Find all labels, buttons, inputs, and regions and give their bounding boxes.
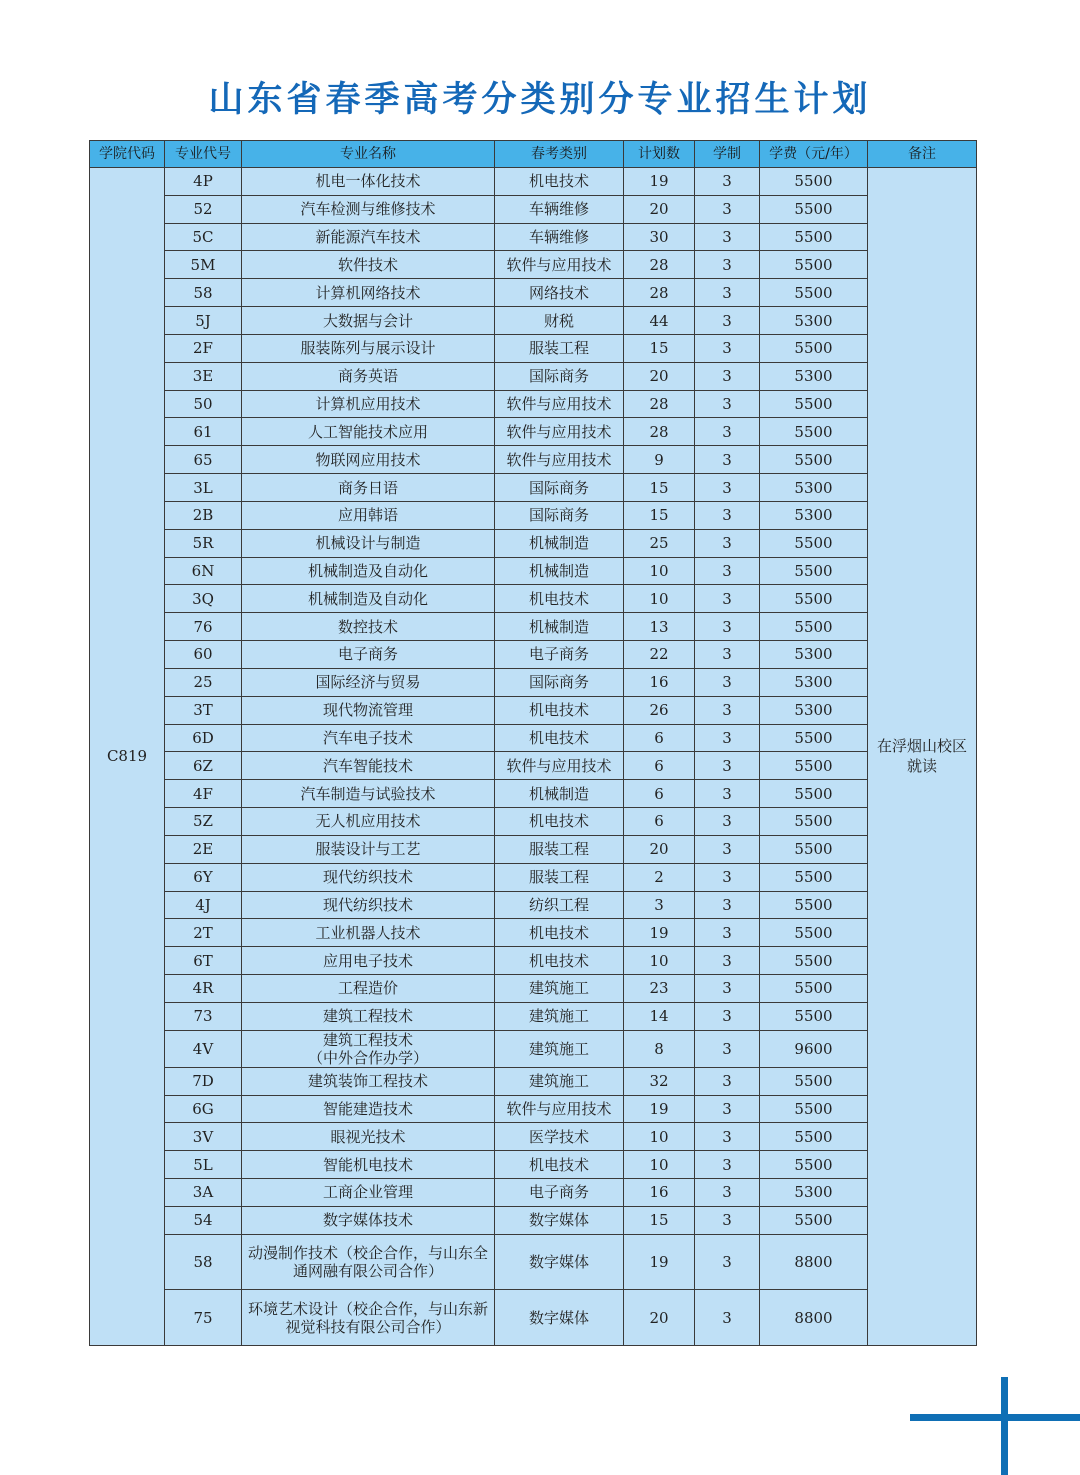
- category-cell: 建筑施工: [495, 1030, 624, 1067]
- category-cell: 软件与应用技术: [495, 418, 624, 446]
- category-cell: 建筑施工: [495, 1002, 624, 1030]
- major-name-cell: 大数据与会计: [242, 307, 495, 335]
- major-code-cell: 75: [165, 1290, 242, 1346]
- tuition-cell: 5500: [760, 724, 868, 752]
- plan-cell: 19: [624, 168, 695, 196]
- category-cell: 纺织工程: [495, 891, 624, 919]
- years-cell: 3: [695, 835, 760, 863]
- plan-cell: 20: [624, 362, 695, 390]
- major-code-cell: 7D: [165, 1067, 242, 1095]
- major-name-cell: 眼视光技术: [242, 1123, 495, 1151]
- years-cell: 3: [695, 696, 760, 724]
- table-row: [90, 947, 977, 975]
- major-name-cell: 机械制造及自动化: [242, 585, 495, 613]
- plan-cell: 6: [624, 808, 695, 836]
- major-name-cell: 数控技术: [242, 613, 495, 641]
- major-code-cell: 3T: [165, 696, 242, 724]
- major-code-cell: 3E: [165, 362, 242, 390]
- years-cell: 3: [695, 780, 760, 808]
- tuition-cell: 5300: [760, 1178, 868, 1206]
- table-row: [90, 975, 977, 1003]
- major-code-cell: 6N: [165, 557, 242, 585]
- years-cell: 3: [695, 1151, 760, 1179]
- category-cell: 机电技术: [495, 168, 624, 196]
- tuition-cell: 5500: [760, 279, 868, 307]
- plan-cell: 10: [624, 1123, 695, 1151]
- plan-cell: 26: [624, 696, 695, 724]
- category-cell: 软件与应用技术: [495, 752, 624, 780]
- plan-cell: 19: [624, 1095, 695, 1123]
- plan-cell: 20: [624, 195, 695, 223]
- table-row: [90, 613, 977, 641]
- category-cell: 车辆维修: [495, 223, 624, 251]
- major-code-cell: 73: [165, 1002, 242, 1030]
- major-code-cell: 4J: [165, 891, 242, 919]
- plan-cell: 10: [624, 557, 695, 585]
- major-name-cell: 工业机器人技术: [242, 919, 495, 947]
- category-cell: 建筑施工: [495, 975, 624, 1003]
- major-name-cell: 数字媒体技术: [242, 1206, 495, 1234]
- years-cell: 3: [695, 919, 760, 947]
- major-code-cell: 52: [165, 195, 242, 223]
- major-code-cell: 2F: [165, 334, 242, 362]
- tuition-cell: 5500: [760, 1067, 868, 1095]
- major-name-cell: 商务英语: [242, 362, 495, 390]
- years-cell: 3: [695, 1234, 760, 1290]
- years-cell: 3: [695, 557, 760, 585]
- years-cell: 3: [695, 1067, 760, 1095]
- years-cell: 3: [695, 390, 760, 418]
- category-cell: 电子商务: [495, 1178, 624, 1206]
- enrollment-plan-table: [89, 140, 977, 1346]
- category-cell: 车辆维修: [495, 195, 624, 223]
- years-cell: 3: [695, 362, 760, 390]
- major-code-cell: 6Z: [165, 752, 242, 780]
- major-name-cell: 物联网应用技术: [242, 446, 495, 474]
- major-name-cell: 计算机应用技术: [242, 390, 495, 418]
- category-cell: 机械制造: [495, 613, 624, 641]
- category-cell: 软件与应用技术: [495, 390, 624, 418]
- years-cell: 3: [695, 1030, 760, 1067]
- major-name-cell: 软件技术: [242, 251, 495, 279]
- years-cell: 3: [695, 613, 760, 641]
- major-name-cell: 应用韩语: [242, 501, 495, 529]
- table-row: [90, 780, 977, 808]
- major-name-cell: 新能源汽车技术: [242, 223, 495, 251]
- major-code-cell: 3V: [165, 1123, 242, 1151]
- plan-cell: 28: [624, 418, 695, 446]
- table-row: [90, 1030, 977, 1067]
- category-cell: 软件与应用技术: [495, 446, 624, 474]
- decorative-cross-horizontal: [910, 1414, 1080, 1421]
- table-row: [90, 557, 977, 585]
- years-cell: 3: [695, 1002, 760, 1030]
- major-code-cell: 6T: [165, 947, 242, 975]
- major-name-cell: 建筑装饰工程技术: [242, 1067, 495, 1095]
- major-code-cell: 4V: [165, 1030, 242, 1067]
- major-name-cell: 服装设计与工艺: [242, 835, 495, 863]
- tuition-cell: 5500: [760, 446, 868, 474]
- category-cell: 机电技术: [495, 696, 624, 724]
- plan-cell: 3: [624, 891, 695, 919]
- major-code-cell: 5M: [165, 251, 242, 279]
- category-cell: 数字媒体: [495, 1206, 624, 1234]
- plan-cell: 15: [624, 501, 695, 529]
- tuition-cell: 8800: [760, 1234, 868, 1290]
- major-name-cell: 电子商务: [242, 641, 495, 669]
- plan-cell: 15: [624, 474, 695, 502]
- years-cell: 3: [695, 975, 760, 1003]
- major-code-cell: 58: [165, 1234, 242, 1290]
- table-header-row: [90, 141, 977, 168]
- major-name-cell: 机械制造及自动化: [242, 557, 495, 585]
- tuition-cell: 5500: [760, 780, 868, 808]
- major-name-cell: 汽车制造与试验技术: [242, 780, 495, 808]
- table-body: [90, 168, 977, 1346]
- plan-cell: 15: [624, 334, 695, 362]
- table-row: [90, 919, 977, 947]
- major-name-cell: 现代纺织技术: [242, 863, 495, 891]
- category-cell: 服装工程: [495, 334, 624, 362]
- category-cell: 医学技术: [495, 1123, 624, 1151]
- table-row: [90, 362, 977, 390]
- note-cell: 在浮烟山校区就读: [868, 168, 977, 1346]
- table-row: [90, 251, 977, 279]
- header-plan: 计划数: [624, 141, 695, 168]
- table-row: [90, 1151, 977, 1179]
- plan-cell: 30: [624, 223, 695, 251]
- table-row: [90, 696, 977, 724]
- table-row: [90, 195, 977, 223]
- tuition-cell: 5500: [760, 529, 868, 557]
- plan-cell: 6: [624, 724, 695, 752]
- table-row: [90, 724, 977, 752]
- plan-cell: 10: [624, 585, 695, 613]
- header-college-code: 学院代码: [90, 141, 165, 168]
- page-title: 山东省春季高考分类别分专业招生计划: [208, 80, 872, 120]
- table-row: [90, 752, 977, 780]
- major-name-cell: 现代物流管理: [242, 696, 495, 724]
- major-code-cell: 5C: [165, 223, 242, 251]
- tuition-cell: 5500: [760, 891, 868, 919]
- category-cell: 机电技术: [495, 585, 624, 613]
- major-name-cell: 建筑工程技术 （中外合作办学）: [242, 1030, 495, 1067]
- major-name-cell: 工程造价: [242, 975, 495, 1003]
- tuition-cell: 5500: [760, 334, 868, 362]
- table-row: [90, 1234, 977, 1290]
- table-row: [90, 501, 977, 529]
- years-cell: 3: [695, 641, 760, 669]
- category-cell: 机械制造: [495, 780, 624, 808]
- category-cell: 机电技术: [495, 808, 624, 836]
- years-cell: 3: [695, 307, 760, 335]
- category-cell: 电子商务: [495, 641, 624, 669]
- major-name-cell: 建筑工程技术: [242, 1002, 495, 1030]
- tuition-cell: 5500: [760, 1095, 868, 1123]
- header-years: 学制: [695, 141, 760, 168]
- major-code-cell: 4R: [165, 975, 242, 1003]
- category-cell: 国际商务: [495, 474, 624, 502]
- plan-cell: 16: [624, 668, 695, 696]
- plan-cell: 32: [624, 1067, 695, 1095]
- years-cell: 3: [695, 195, 760, 223]
- major-name-cell: 无人机应用技术: [242, 808, 495, 836]
- table-row: [90, 1067, 977, 1095]
- tuition-cell: 5500: [760, 557, 868, 585]
- category-cell: 机电技术: [495, 947, 624, 975]
- years-cell: 3: [695, 752, 760, 780]
- years-cell: 3: [695, 585, 760, 613]
- table-row: [90, 1123, 977, 1151]
- tuition-cell: 5300: [760, 362, 868, 390]
- major-code-cell: 3A: [165, 1178, 242, 1206]
- category-cell: 机械制造: [495, 557, 624, 585]
- years-cell: 3: [695, 1206, 760, 1234]
- major-code-cell: 58: [165, 279, 242, 307]
- category-cell: 软件与应用技术: [495, 1095, 624, 1123]
- years-cell: 3: [695, 529, 760, 557]
- table-row: [90, 446, 977, 474]
- major-code-cell: 4P: [165, 168, 242, 196]
- major-code-cell: 2T: [165, 919, 242, 947]
- years-cell: 3: [695, 724, 760, 752]
- table-row: [90, 418, 977, 446]
- plan-cell: 44: [624, 307, 695, 335]
- tuition-cell: 5500: [760, 168, 868, 196]
- plan-cell: 22: [624, 641, 695, 669]
- major-name-cell: 服装陈列与展示设计: [242, 334, 495, 362]
- category-cell: 数字媒体: [495, 1290, 624, 1346]
- table-row: [90, 863, 977, 891]
- years-cell: 3: [695, 334, 760, 362]
- years-cell: 3: [695, 808, 760, 836]
- table-row: [90, 1002, 977, 1030]
- major-name-cell: 应用电子技术: [242, 947, 495, 975]
- table-row: [90, 1095, 977, 1123]
- category-cell: 服装工程: [495, 835, 624, 863]
- table-row: [90, 279, 977, 307]
- table-row: [90, 585, 977, 613]
- major-name-cell: 汽车智能技术: [242, 752, 495, 780]
- major-code-cell: 6G: [165, 1095, 242, 1123]
- years-cell: 3: [695, 1178, 760, 1206]
- years-cell: 3: [695, 1123, 760, 1151]
- major-name-cell: 计算机网络技术: [242, 279, 495, 307]
- tuition-cell: 5500: [760, 418, 868, 446]
- tuition-cell: 5500: [760, 863, 868, 891]
- major-code-cell: 5R: [165, 529, 242, 557]
- table-row: [90, 891, 977, 919]
- years-cell: 3: [695, 947, 760, 975]
- plan-cell: 19: [624, 1234, 695, 1290]
- header-tuition: 学费（元/年）: [760, 141, 868, 168]
- major-name-cell: 机电一体化技术: [242, 168, 495, 196]
- major-code-cell: 4F: [165, 780, 242, 808]
- tuition-cell: 5500: [760, 585, 868, 613]
- category-cell: 机电技术: [495, 724, 624, 752]
- table-row: [90, 474, 977, 502]
- major-code-cell: 2B: [165, 501, 242, 529]
- tuition-cell: 5300: [760, 641, 868, 669]
- tuition-cell: 5500: [760, 223, 868, 251]
- plan-cell: 23: [624, 975, 695, 1003]
- major-name-cell: 国际经济与贸易: [242, 668, 495, 696]
- header-category: 春考类别: [495, 141, 624, 168]
- major-name-cell: 动漫制作技术（校企合作，与山东全通网融有限公司合作）: [242, 1234, 495, 1290]
- plan-cell: 9: [624, 446, 695, 474]
- major-name-cell: 汽车电子技术: [242, 724, 495, 752]
- plan-cell: 20: [624, 835, 695, 863]
- tuition-cell: 5500: [760, 835, 868, 863]
- plan-cell: 8: [624, 1030, 695, 1067]
- major-name-cell: 智能建造技术: [242, 1095, 495, 1123]
- major-code-cell: 25: [165, 668, 242, 696]
- plan-cell: 10: [624, 1151, 695, 1179]
- plan-cell: 15: [624, 1206, 695, 1234]
- category-cell: 机电技术: [495, 919, 624, 947]
- major-name-cell: 商务日语: [242, 474, 495, 502]
- years-cell: 3: [695, 446, 760, 474]
- major-code-cell: 60: [165, 641, 242, 669]
- category-cell: 机电技术: [495, 1151, 624, 1179]
- table-row: [90, 168, 977, 196]
- plan-cell: 28: [624, 279, 695, 307]
- plan-cell: 13: [624, 613, 695, 641]
- tuition-cell: 5500: [760, 808, 868, 836]
- tuition-cell: 5300: [760, 696, 868, 724]
- category-cell: 数字媒体: [495, 1234, 624, 1290]
- category-cell: 机械制造: [495, 529, 624, 557]
- plan-cell: 14: [624, 1002, 695, 1030]
- plan-cell: 6: [624, 752, 695, 780]
- category-cell: 建筑施工: [495, 1067, 624, 1095]
- years-cell: 3: [695, 501, 760, 529]
- years-cell: 3: [695, 863, 760, 891]
- major-code-cell: 5J: [165, 307, 242, 335]
- plan-cell: 19: [624, 919, 695, 947]
- plan-cell: 6: [624, 780, 695, 808]
- table-row: [90, 390, 977, 418]
- category-cell: 软件与应用技术: [495, 251, 624, 279]
- major-code-cell: 5Z: [165, 808, 242, 836]
- tuition-cell: 5500: [760, 919, 868, 947]
- table-row: [90, 1206, 977, 1234]
- major-code-cell: 3L: [165, 474, 242, 502]
- tuition-cell: 5500: [760, 613, 868, 641]
- header-note: 备注: [868, 141, 977, 168]
- major-name-cell: 人工智能技术应用: [242, 418, 495, 446]
- category-cell: 国际商务: [495, 362, 624, 390]
- plan-cell: 25: [624, 529, 695, 557]
- major-name-cell: 机械设计与制造: [242, 529, 495, 557]
- tuition-cell: 5500: [760, 390, 868, 418]
- plan-cell: 28: [624, 251, 695, 279]
- years-cell: 3: [695, 418, 760, 446]
- tuition-cell: 5500: [760, 251, 868, 279]
- tuition-cell: 5300: [760, 474, 868, 502]
- category-cell: 财税: [495, 307, 624, 335]
- table-row: [90, 1290, 977, 1346]
- major-code-cell: 76: [165, 613, 242, 641]
- tuition-cell: 5300: [760, 668, 868, 696]
- category-cell: 服装工程: [495, 863, 624, 891]
- major-code-cell: 2E: [165, 835, 242, 863]
- years-cell: 3: [695, 1290, 760, 1346]
- header-major-name: 专业名称: [242, 141, 495, 168]
- plan-cell: 10: [624, 947, 695, 975]
- tuition-cell: 5500: [760, 1123, 868, 1151]
- tuition-cell: 8800: [760, 1290, 868, 1346]
- major-code-cell: 6D: [165, 724, 242, 752]
- tuition-cell: 5300: [760, 307, 868, 335]
- tuition-cell: 5500: [760, 1002, 868, 1030]
- header-major-code: 专业代号: [165, 141, 242, 168]
- major-name-cell: 智能机电技术: [242, 1151, 495, 1179]
- major-code-cell: 65: [165, 446, 242, 474]
- major-name-cell: 工商企业管理: [242, 1178, 495, 1206]
- table-row: [90, 223, 977, 251]
- years-cell: 3: [695, 891, 760, 919]
- table-row: [90, 334, 977, 362]
- table-row: [90, 641, 977, 669]
- category-cell: 国际商务: [495, 668, 624, 696]
- tuition-cell: 5500: [760, 975, 868, 1003]
- major-name-cell: 现代纺织技术: [242, 891, 495, 919]
- decorative-cross-vertical: [1001, 1377, 1008, 1475]
- table-row: [90, 1178, 977, 1206]
- years-cell: 3: [695, 668, 760, 696]
- table-row: [90, 835, 977, 863]
- table-row: [90, 307, 977, 335]
- table-row: [90, 668, 977, 696]
- major-code-cell: 6Y: [165, 863, 242, 891]
- major-name-cell: 汽车检测与维修技术: [242, 195, 495, 223]
- tuition-cell: 5500: [760, 947, 868, 975]
- years-cell: 3: [695, 279, 760, 307]
- years-cell: 3: [695, 251, 760, 279]
- category-cell: 国际商务: [495, 501, 624, 529]
- tuition-cell: 5300: [760, 501, 868, 529]
- plan-cell: 2: [624, 863, 695, 891]
- tuition-cell: 9600: [760, 1030, 868, 1067]
- tuition-cell: 5500: [760, 752, 868, 780]
- table-row: [90, 808, 977, 836]
- college-code-cell: C819: [90, 168, 165, 1346]
- years-cell: 3: [695, 223, 760, 251]
- tuition-cell: 5500: [760, 195, 868, 223]
- major-code-cell: 5L: [165, 1151, 242, 1179]
- tuition-cell: 5500: [760, 1151, 868, 1179]
- major-code-cell: 54: [165, 1206, 242, 1234]
- years-cell: 3: [695, 168, 760, 196]
- category-cell: 网络技术: [495, 279, 624, 307]
- major-code-cell: 50: [165, 390, 242, 418]
- years-cell: 3: [695, 474, 760, 502]
- plan-cell: 16: [624, 1178, 695, 1206]
- plan-cell: 20: [624, 1290, 695, 1346]
- major-code-cell: 61: [165, 418, 242, 446]
- years-cell: 3: [695, 1095, 760, 1123]
- major-code-cell: 3Q: [165, 585, 242, 613]
- table-row: [90, 529, 977, 557]
- plan-cell: 28: [624, 390, 695, 418]
- tuition-cell: 5500: [760, 1206, 868, 1234]
- major-name-cell: 环境艺术设计（校企合作，与山东新视觉科技有限公司合作）: [242, 1290, 495, 1346]
